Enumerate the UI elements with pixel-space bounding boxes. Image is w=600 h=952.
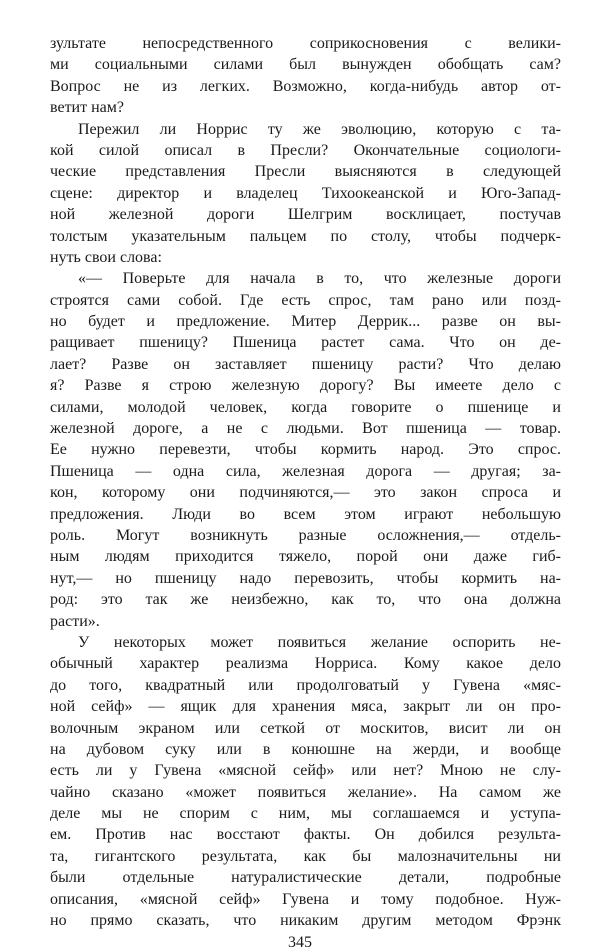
text-line: лает? Разве он заставляет пшеницу расти? Что делаю — [50, 355, 561, 373]
text-line: Ее нужно перевезти, чтобы кормить народ. Это спрос. — [50, 441, 561, 459]
text-line: кой силой описал в Пресли? Окончательные социологи- — [50, 141, 561, 159]
text-line: железной дороге, а не с людьми. Вот пшеница — товар. — [50, 420, 561, 438]
text-line: силами, молодой человек, когда говорите о пшенице и — [50, 398, 561, 416]
text-line: есть ли у Гувена «мясной сейф» или нет? Мною не слу- — [50, 762, 561, 780]
text-line: ческие представления Пресли выясняются в следующей — [50, 163, 561, 181]
text-line: ным людям приходится тяжело, порой они даже гиб- — [50, 548, 561, 566]
paragraph — [50, 33, 561, 119]
text-line: Пшеница — одна сила, железная дорога — другая; за- — [50, 462, 561, 480]
text-line: род: это так же неизбежно, как то, что она должна — [50, 591, 561, 609]
paragraph — [50, 632, 561, 931]
text-line: У некоторых может появиться желание оспорить не- — [78, 633, 561, 651]
text-line: я? Разве я строю железную дорогу? Вы имеете дело с — [50, 377, 561, 395]
page-number: 345 — [288, 934, 312, 952]
text-line: сцене: директор и владелец Тихоокеанской и Юго-Запад- — [50, 184, 561, 202]
text-line: ной железной дороги Шелгрим восклицает, постучав — [50, 206, 561, 224]
text-line: ной сейф» — ящик для хранения мяса, закрыт ли он про- — [50, 698, 561, 716]
text-line: обычный характер реализма Норриса. Кому какое дело — [50, 655, 561, 673]
text-line: ми социальными силами был вынужден обобщать сам? — [50, 56, 561, 74]
text-line: кон, которому они подчиняются,— это закон спроса и — [50, 484, 561, 502]
text-line: толстым указательным пальцем по столу, чтобы подчерк- — [50, 227, 561, 245]
text-line: нут,— но пшеницу надо перевозить, чтобы кормить на- — [50, 569, 561, 587]
text-line: но будет и предложение. Митер Деррик... разве он вы- — [50, 313, 561, 331]
text-line: роль. Могут возникнуть разные осложнения,— отдель- — [50, 526, 561, 544]
text-line: описания, «мясной сейф» Гувена и тому подобное. Нуж- — [50, 890, 561, 908]
text-line: зультате непосредственного соприкосновения с велики- — [50, 35, 561, 52]
text-line: но прямо сказать, что никаким другим методом Фрэнк — [50, 912, 561, 930]
text-line: ветит нам? — [50, 99, 124, 117]
paragraph — [50, 268, 561, 632]
text-line: та, гигантского результата, как бы малозначительны ни — [50, 847, 561, 865]
paragraph — [50, 119, 561, 269]
text-line: предложения. Люди во всем этом играют небольшую — [50, 505, 561, 523]
text-line: Вопрос не из легких. Возможно, когда-нибудь автор от- — [50, 77, 561, 95]
text-line: Пережил ли Норрис ту же эволюцию, которую с та- — [78, 120, 561, 138]
text-line: были отдельные натуралистические детали, подробные — [50, 869, 561, 887]
text-line: ем. Против нас восстают факты. Он добился результа- — [50, 826, 561, 844]
text-line: чайно сказано «может появиться желание». На самом же — [50, 783, 561, 801]
text-line: «— Поверьте для начала в то, что железные дороги — [78, 270, 561, 288]
text-line: ращивает пшеницу? Пшеница растет сама. Что он де- — [50, 334, 561, 352]
text-line: нуть свои слова: — [50, 248, 162, 266]
text-line: расти». — [50, 612, 100, 630]
page-body-text — [50, 33, 561, 931]
text-line: деле мы не спорим с ним, мы соглашаемся и уступа- — [50, 805, 561, 823]
text-line: на дубовом суку или в конюшне на жерди, и вообще — [50, 740, 561, 758]
text-line: волочным экраном или сеткой от москитов, висит ли он — [50, 719, 561, 737]
text-line: строятся сами собой. Где есть спрос, там рано или позд- — [50, 291, 561, 309]
text-line: до того, квадратный или продолговатый у Гувена «мяс- — [50, 676, 561, 694]
